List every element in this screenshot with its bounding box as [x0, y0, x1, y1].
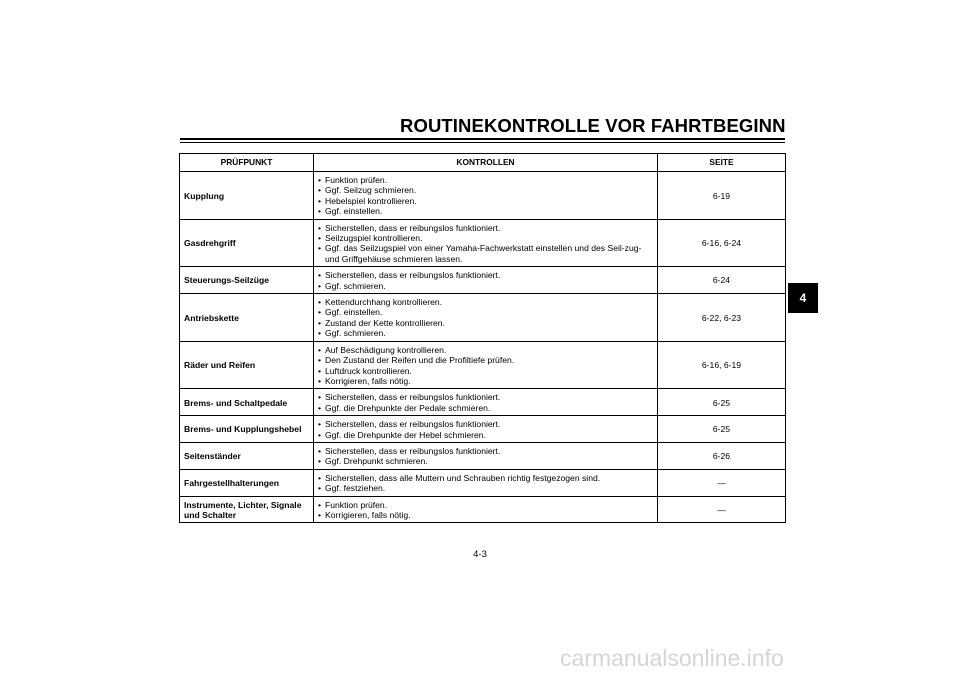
- check-list: [318, 345, 653, 387]
- check-item-name: Brems- und Kupplungshebel: [180, 416, 314, 443]
- reference-page: 6-19: [658, 172, 786, 220]
- check-list-item: • Ggf. schmieren.: [318, 281, 653, 291]
- check-list: [318, 223, 653, 265]
- table-row: [180, 442, 786, 469]
- watermark: carmanualsonline.info: [560, 645, 784, 671]
- check-item-name: Brems- und Schaltpedale: [180, 389, 314, 416]
- check-list-cell: [314, 442, 658, 469]
- check-list-cell: [314, 172, 658, 220]
- check-list-item: • Ggf. festziehen.: [318, 483, 653, 493]
- check-list-item: • Seilzugspiel kontrollieren.: [318, 233, 653, 243]
- check-list-cell: [314, 416, 658, 443]
- check-list-item: • Kettendurchhang kontrollieren.: [318, 297, 653, 307]
- page-number: 4-3: [473, 549, 487, 560]
- check-list-cell: [314, 389, 658, 416]
- reference-page: —: [658, 496, 786, 523]
- check-list: [318, 175, 653, 217]
- check-list-cell: [314, 219, 658, 267]
- chapter-tab: 4: [788, 283, 818, 313]
- table-header-row: [180, 154, 786, 172]
- check-list-item: • Ggf. die Drehpunkte der Hebel schmieren.: [318, 430, 653, 440]
- check-list-item: • Sicherstellen, dass er reibungslos funktioniert.: [318, 270, 653, 280]
- check-list-item: • Ggf. Drehpunkt schmieren.: [318, 456, 653, 466]
- check-item-name: Steuerungs-Seilzüge: [180, 267, 314, 294]
- check-list-cell: [314, 496, 658, 523]
- check-list: [318, 297, 653, 339]
- reference-page: 6-25: [658, 389, 786, 416]
- check-list-item: • Sicherstellen, dass er reibungslos funktioniert.: [318, 446, 653, 456]
- check-list: [318, 270, 653, 291]
- check-item-name: Instrumente, Lichter, Signale und Schalter: [180, 496, 314, 523]
- check-list-cell: [314, 341, 658, 389]
- header-check-item: PRÜFPUNKT: [180, 154, 314, 172]
- reference-page: 6-25: [658, 416, 786, 443]
- check-list-item: • Korrigieren, falls nötig.: [318, 376, 653, 386]
- reference-page: —: [658, 469, 786, 496]
- check-list-item: • Sicherstellen, dass er reibungslos funktioniert.: [318, 223, 653, 233]
- page-title: ROUTINEKONTROLLE VOR FAHRTBEGINN: [400, 115, 786, 136]
- check-list-item: • Ggf. einstellen.: [318, 307, 653, 317]
- check-list-cell: [314, 294, 658, 342]
- check-list-item: • Ggf. das Seilzugspiel von einer Yamaha-Fachwerkstatt einstellen und des Seil-zug- und Griffgehäuse schmieren lassen.: [318, 243, 653, 264]
- check-list-item: • Hebelspiel kontrollieren.: [318, 196, 653, 206]
- check-list-item: • Funktion prüfen.: [318, 175, 653, 185]
- check-list-item: • Ggf. einstellen.: [318, 206, 653, 216]
- table-row: [180, 219, 786, 267]
- header-checks: KONTROLLEN: [314, 154, 658, 172]
- check-list: [318, 392, 653, 413]
- reference-page: 6-22, 6-23: [658, 294, 786, 342]
- reference-page: 6-16, 6-24: [658, 219, 786, 267]
- check-item-name: Räder und Reifen: [180, 341, 314, 389]
- check-list-item: • Funktion prüfen.: [318, 500, 653, 510]
- check-list-item: • Sicherstellen, dass er reibungslos funktioniert.: [318, 419, 653, 429]
- check-item-name: Fahrgestellhalterungen: [180, 469, 314, 496]
- table-row: [180, 341, 786, 389]
- table-row: [180, 496, 786, 523]
- check-list-item: • Sicherstellen, dass er reibungslos funktioniert.: [318, 392, 653, 402]
- reference-page: 6-16, 6-19: [658, 341, 786, 389]
- check-list-item: • Ggf. die Drehpunkte der Pedale schmieren.: [318, 403, 653, 413]
- table-row: [180, 267, 786, 294]
- table-row: [180, 389, 786, 416]
- check-list: [318, 419, 653, 440]
- reference-page: 6-24: [658, 267, 786, 294]
- check-list: [318, 473, 653, 494]
- table-row: [180, 469, 786, 496]
- check-item-name: Antriebskette: [180, 294, 314, 342]
- check-list-item: • Sicherstellen, dass alle Muttern und Schrauben richtig festgezogen sind.: [318, 473, 653, 483]
- check-list-item: • Luftdruck kontrollieren.: [318, 366, 653, 376]
- check-list-cell: [314, 267, 658, 294]
- check-list-cell: [314, 469, 658, 496]
- check-item-name: Seitenständer: [180, 442, 314, 469]
- table-row: [180, 416, 786, 443]
- table-row: [180, 172, 786, 220]
- header-page: SEITE: [658, 154, 786, 172]
- check-list-item: • Ggf. Seilzug schmieren.: [318, 185, 653, 195]
- title-rule-thick: [180, 138, 785, 140]
- check-list-item: • Den Zustand der Reifen und die Profiltiefe prüfen.: [318, 355, 653, 365]
- table-row: [180, 294, 786, 342]
- check-list: [318, 500, 653, 521]
- check-item-name: Gasdrehgriff: [180, 219, 314, 267]
- check-list-item: • Zustand der Kette kontrollieren.: [318, 318, 653, 328]
- check-list-item: • Korrigieren, falls nötig.: [318, 510, 653, 520]
- reference-page: 6-26: [658, 442, 786, 469]
- check-item-name: Kupplung: [180, 172, 314, 220]
- check-list-item: • Ggf. schmieren.: [318, 328, 653, 338]
- check-list-item: • Auf Beschädigung kontrollieren.: [318, 345, 653, 355]
- check-list: [318, 446, 653, 467]
- title-rule-thin: [180, 142, 785, 143]
- pre-ride-checklist-table: [179, 153, 786, 523]
